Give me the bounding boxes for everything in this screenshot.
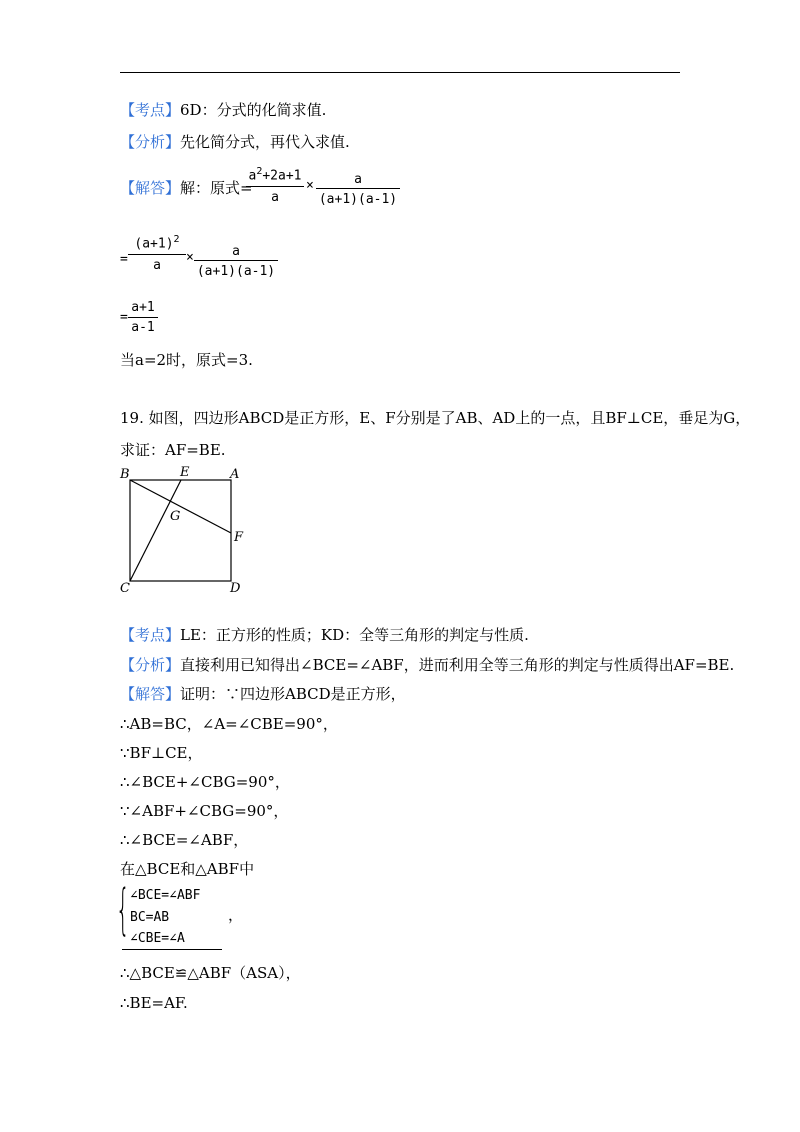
fenxi-tag: 【分析】 [120,133,181,151]
system-brace: { [116,878,130,941]
q19-fenxi-text: 直接利用已知得出∠BCE=∠ABF，进而利用全等三角形的判定与性质得出AF=BE. [180,656,735,674]
kaodian-tag-2: 【考点】 [120,626,181,644]
q18-kaodian-text: 6D：分式的化简求值. [180,101,327,119]
q19-conclusion1: ∴△BCE≌△ABF（ASA）， [120,964,301,982]
step1-times: × [306,178,314,193]
q19-fenxi [120,655,734,675]
step2-frac2-numerator: a [232,244,240,259]
q18-fenxi [120,132,350,152]
q18-kaodian [120,100,326,120]
q19-step: ∴AB=BC，∠A=∠CBE=90°， [120,715,338,733]
square-abcd [130,480,231,581]
jieda-tag: 【解答】 [120,179,181,197]
q18-fenxi-text: 先化简分式，再代入求值. [180,133,350,151]
step1-frac2-numerator: a [354,172,362,187]
system-row1: ∠BCE=∠ABF [130,888,201,903]
q19-step: ∵∠ABF+∠CBG=90°， [120,802,289,820]
step1-frac2-denominator: (a+1)(a-1) [318,192,398,207]
system-row2: BC=AB [130,910,170,925]
label-a: A [230,467,240,482]
q19-conclusion2: ∴BE=AF. [120,994,188,1012]
q19-step: 在△BCE和△ABF中 [120,860,255,878]
step2-frac1-numerator: $(a+1)^2$ [134,234,180,252]
label-b: B [120,467,130,482]
step3-denominator: a-1 [131,320,155,335]
q19-jieda-text: 证明：∵四边形ABCD是正方形， [180,685,406,703]
segment-bf [130,480,231,533]
step2-frac2-denominator: (a+1)(a-1) [196,264,276,279]
step1-frac1-numerator: $a^2+2a+1$ [248,166,302,184]
q19-step: ∴∠BCE=∠ABF， [120,831,249,849]
label-e: E [180,465,190,480]
label-c: C [120,581,130,596]
q19-kaodian-text: LE：正方形的性质；KD：全等三角形的判定与性质. [180,626,529,644]
fenxi-tag-2: 【分析】 [120,656,181,674]
q19-jieda [120,684,406,704]
square-figure [110,462,260,598]
label-d: D [230,581,241,596]
kaodian-tag: 【考点】 [120,101,181,119]
header-rule [120,72,680,73]
jieda-tag-2: 【解答】 [120,685,181,703]
q18-result: 当a=2时，原式=3. [120,351,253,369]
q18-jieda-prefix: 解：原式= [180,179,253,197]
q19-step: ∵BF⊥CE， [120,744,203,762]
label-f: F [234,530,244,545]
step2-eq: = [120,252,128,267]
label-g: G [170,509,181,524]
segment-ce [130,480,181,581]
equation-system [116,878,226,950]
step2-times: × [186,250,194,265]
system-comma: ， [228,906,244,924]
step1-frac1-denominator: a [271,190,279,205]
step2-frac1-denominator: a [153,258,161,273]
q19-step: ∴∠BCE+∠CBG=90°， [120,773,290,791]
q19-kaodian [120,625,529,645]
step3-numerator: a+1 [131,300,155,315]
q19-problem-line1: 19. 如图，四边形ABCD是正方形，E、F分别是了AB、AD上的一点，且BF⊥CE，垂足为G， [120,409,751,427]
q18-jieda [120,178,253,198]
step3-eq: = [120,310,128,325]
q19-problem-line2: 求证：AF=BE. [120,441,226,459]
system-row3: ∠CBE=∠A [130,931,185,946]
